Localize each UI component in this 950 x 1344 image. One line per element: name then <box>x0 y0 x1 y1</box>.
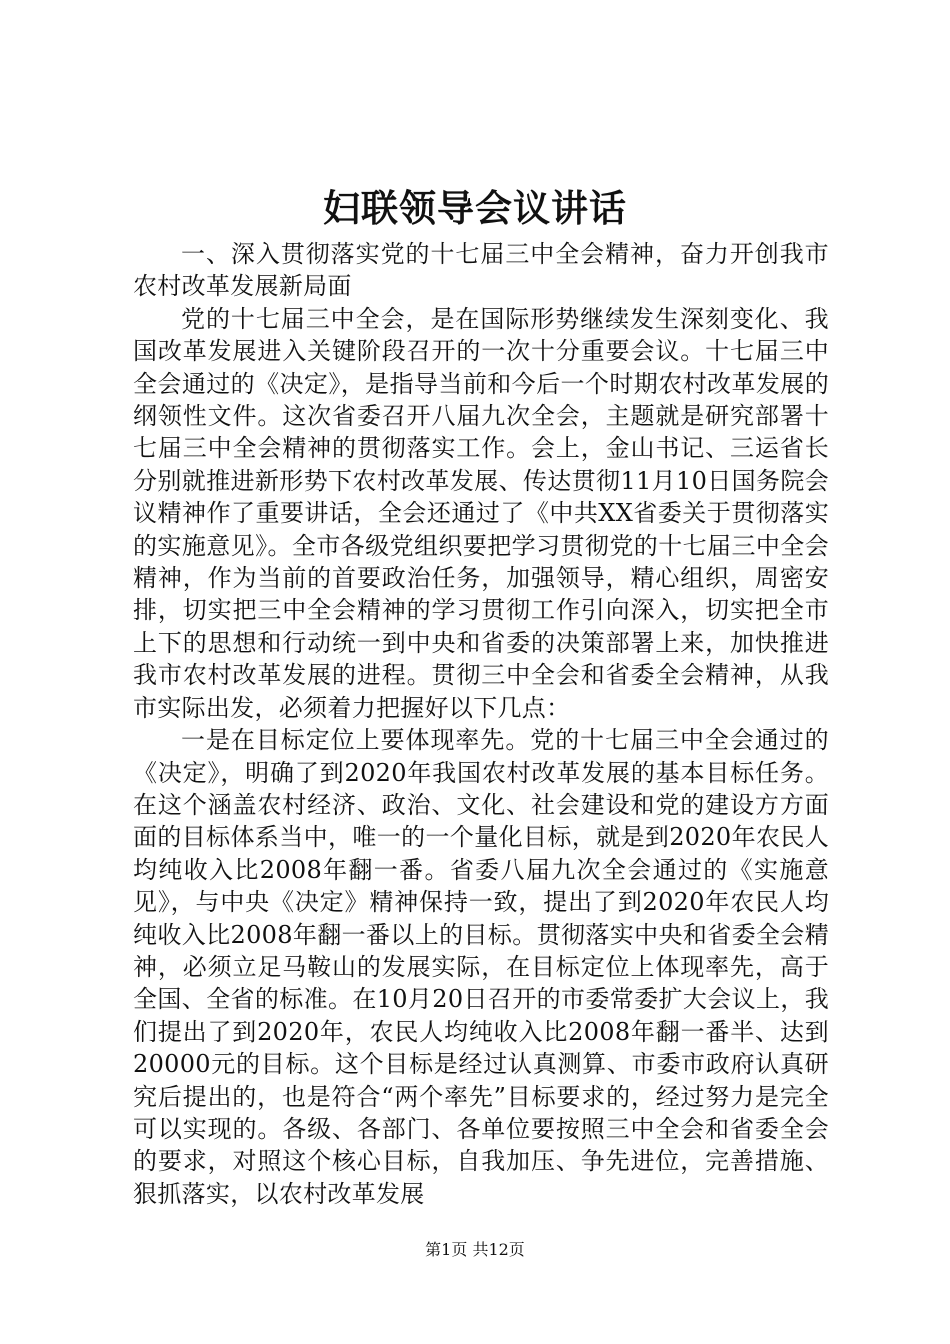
page-footer: 第1页 共12页 <box>425 1240 525 1259</box>
body-paragraph: 一是在目标定位上要体现率先。党的十七届三中全会通过的《决定》，明确了到2020年我国农村改革发展的基本目标任务。在这个涵盖农村经济、政治、文化、社会建设和党的建设方方面面的目标体系当中，唯一的一个量化目标，就是到2020年农民人均纯收入比2008年翻一番。省委八届九次全会通过的《实施意见》，与中央《决定》精神保持一致，提出了到2020年农民人均纯收入比2008年翻一番以上的目标。贯彻落实中央和省委全会精神，必须立足马鞍山的发展实际，在目标定位上体现率先，高于全国、全省的标准。在10月20日召开的市委常委扩大会议上，我们提出了到2020年，农民人均纯收入比2008年翻一番半、达到20000元的目标。这个目标是经过认真测算、市委市政府认真研究后提出的，也是符合“两个率先”目标要求的，经过努力是完全可以实现的。各级、各部门、各单位要按照三中全会和省委全会的要求，对照这个核心目标，自我加压、争先进位，完善措施、狠抓落实，以农村改革发展 <box>133 726 829 1208</box>
body-paragraph: 党的十七届三中全会，是在国际形势继续发生深刻变化、我国改革发展进入关键阶段召开的一次十分重要会议。十七届三中全会通过的《决定》，是指导当前和今后一个时期农村改革发展的纲领性文件。这次省委召开八届九次全会，主题就是研究部署十七届三中全会精神的贯彻落实工作。会上，金山书记、三运省长分别就推进新形势下农村改革发展、传达贯彻11月10日国务院会议精神作了重要讲话，全会还通过了《中共XX省委关于贯彻落实的实施意见》。全市各级党组织要把学习贯彻党的十七届三中全会精神，作为当前的首要政治任务，加强领导，精心组织，周密安排，切实把三中全会精神的学习贯彻工作引向深入，切实把全市上下的思想和行动统一到中央和省委的决策部署上来，加快推进我市农村改革发展的进程。贯彻三中全会和省委全会精神，从我市实际出发，必须着力把握好以下几点： <box>133 304 829 722</box>
document-body <box>133 238 829 1210</box>
document-title: 妇联领导会议讲话 <box>323 186 627 230</box>
section-heading: 一、深入贯彻落实党的十七届三中全会精神，奋力开创我市农村改革发展新局面 <box>133 240 829 301</box>
